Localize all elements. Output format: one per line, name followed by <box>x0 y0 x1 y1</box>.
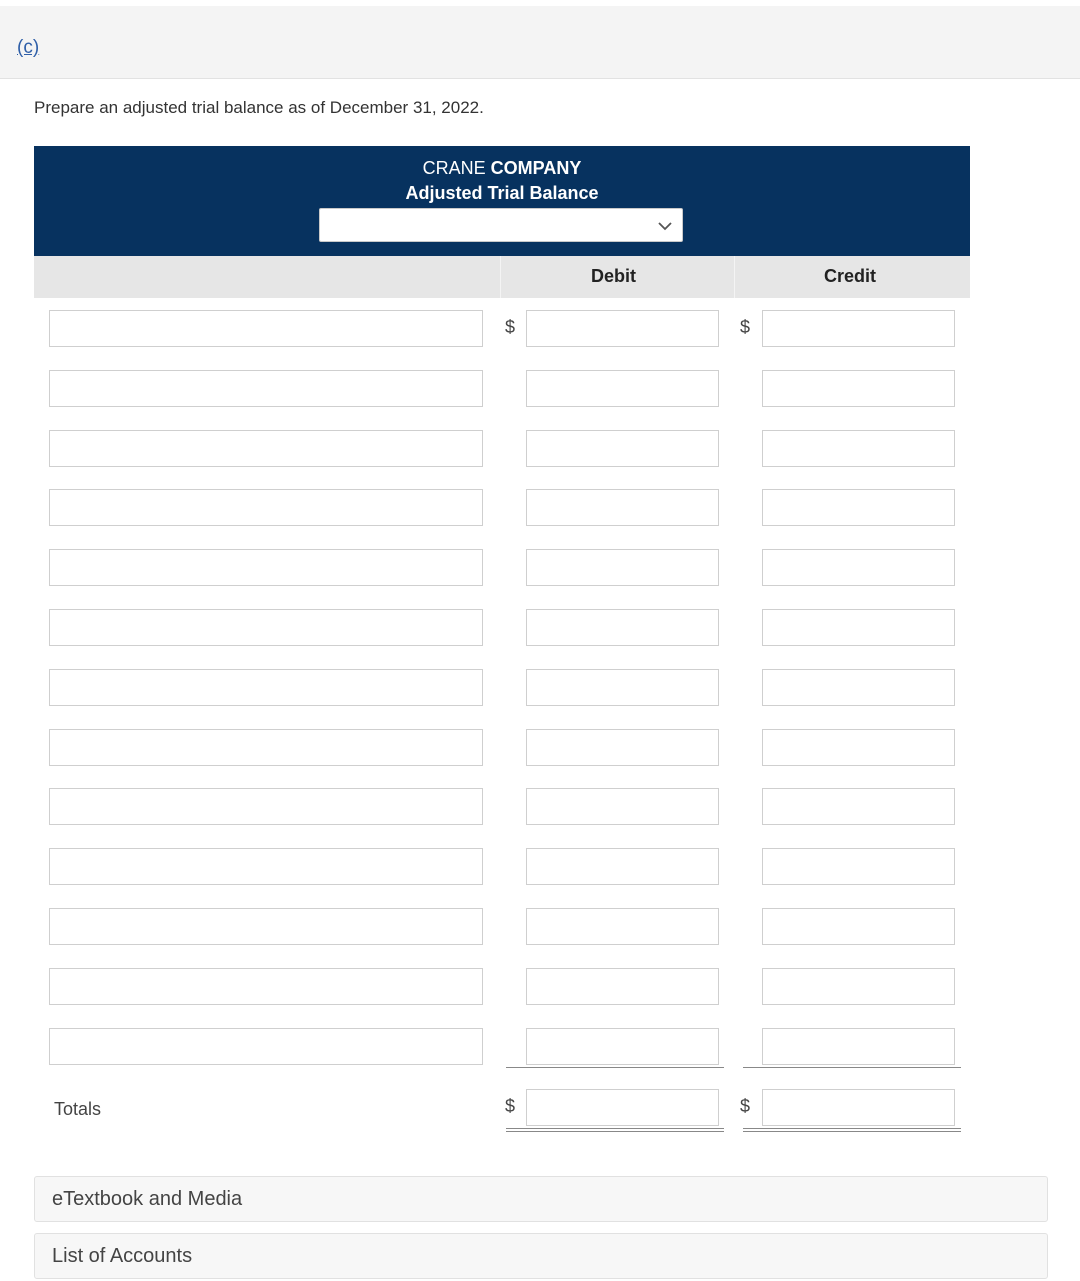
chevron-down-icon <box>656 217 674 235</box>
etextbook-media-panel[interactable] <box>34 1176 1048 1222</box>
list-of-accounts-label: List of Accounts <box>52 1245 193 1267</box>
credit-amount-input[interactable] <box>762 788 955 825</box>
debit-amount-input[interactable] <box>526 669 719 706</box>
credit-amount-input[interactable] <box>762 968 955 1005</box>
column-header-row <box>34 256 970 298</box>
debit-amount-input[interactable] <box>526 370 719 407</box>
credit-subtotal-rule <box>743 1067 961 1068</box>
account-name-input[interactable] <box>49 310 483 347</box>
credit-amount-input[interactable] <box>762 729 955 766</box>
debit-amount-input[interactable] <box>526 908 719 945</box>
debit-total-rule-2 <box>506 1131 724 1132</box>
debit-amount-input[interactable] <box>526 729 719 766</box>
account-name-input[interactable] <box>49 729 483 766</box>
debit-total-input[interactable] <box>526 1089 719 1126</box>
debit-amount-input[interactable] <box>526 1028 719 1065</box>
debit-amount-input[interactable] <box>526 310 719 347</box>
credit-amount-input[interactable] <box>762 908 955 945</box>
credit-amount-input[interactable] <box>762 669 955 706</box>
credit-amount-input[interactable] <box>762 430 955 467</box>
credit-amount-input[interactable] <box>762 310 955 347</box>
account-name-input[interactable] <box>49 1028 483 1065</box>
account-name-input[interactable] <box>49 669 483 706</box>
question-part-header <box>0 6 1080 79</box>
debit-amount-input[interactable] <box>526 848 719 885</box>
list-of-accounts-panel[interactable] <box>34 1233 1048 1279</box>
company-name-emphasis: COMPANY <box>490 158 582 178</box>
credit-amount-input[interactable] <box>762 549 955 586</box>
debit-total-rule-1 <box>506 1128 724 1129</box>
credit-amount-input[interactable] <box>762 1028 955 1065</box>
instructions-text: Prepare an adjusted trial balance as of December 31, 2022. <box>34 98 484 117</box>
statement-title: Adjusted Trial Balance <box>405 183 599 203</box>
debit-subtotal-rule <box>506 1067 724 1068</box>
account-name-input[interactable] <box>49 430 483 467</box>
account-name-input[interactable] <box>49 848 483 885</box>
debit-amount-input[interactable] <box>526 430 719 467</box>
credit-total-rule-2 <box>743 1131 961 1132</box>
account-name-input[interactable] <box>49 609 483 646</box>
debit-amount-input[interactable] <box>526 609 719 646</box>
account-name-input[interactable] <box>49 489 483 526</box>
part-c-link[interactable]: (c) <box>17 37 40 58</box>
company-name <box>34 158 970 179</box>
totals-label: Totals <box>54 1099 102 1119</box>
debit-amount-input[interactable] <box>526 788 719 825</box>
etextbook-media-label: eTextbook and Media <box>52 1188 243 1210</box>
company-name-prefix: CRANE <box>422 158 486 178</box>
debit-amount-input[interactable] <box>526 968 719 1005</box>
debit-currency-symbol: $ <box>505 317 516 337</box>
account-name-input[interactable] <box>49 908 483 945</box>
account-name-input[interactable] <box>49 788 483 825</box>
debit-amount-input[interactable] <box>526 549 719 586</box>
statement-header <box>34 146 970 256</box>
debit-total-currency: $ <box>505 1096 516 1116</box>
account-name-input[interactable] <box>49 549 483 586</box>
credit-amount-input[interactable] <box>762 848 955 885</box>
account-name-input[interactable] <box>49 370 483 407</box>
debit-amount-input[interactable] <box>526 489 719 526</box>
credit-currency-symbol: $ <box>740 317 751 337</box>
debit-column-header: Debit <box>591 266 636 286</box>
account-name-input[interactable] <box>49 968 483 1005</box>
credit-amount-input[interactable] <box>762 609 955 646</box>
credit-total-input[interactable] <box>762 1089 955 1126</box>
date-select[interactable] <box>319 208 683 242</box>
credit-amount-input[interactable] <box>762 370 955 407</box>
credit-total-rule-1 <box>743 1128 961 1129</box>
credit-total-currency: $ <box>740 1096 751 1116</box>
credit-column-header: Credit <box>824 266 877 286</box>
credit-amount-input[interactable] <box>762 489 955 526</box>
